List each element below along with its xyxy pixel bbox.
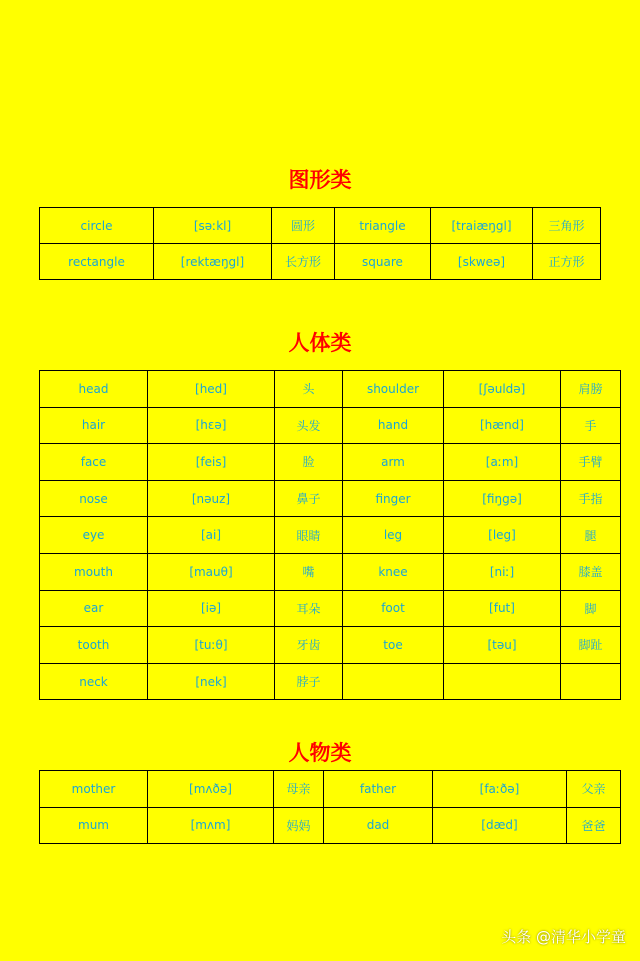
- phonetic-cell: [səːkl]: [154, 208, 272, 244]
- meaning-cell: [561, 663, 621, 700]
- vocab-table-people: [39, 770, 621, 844]
- table-body: [40, 208, 601, 280]
- meaning-cell: 正方形: [533, 244, 601, 280]
- word-cell: square: [335, 244, 431, 280]
- vocab-table-shapes: [39, 207, 601, 280]
- meaning-cell: 眼睛: [275, 517, 343, 554]
- meaning-cell: 嘴: [275, 553, 343, 590]
- meaning-cell: 三角形: [533, 208, 601, 244]
- word-cell: leg: [343, 517, 444, 554]
- meaning-cell: 圆形: [272, 208, 335, 244]
- word-cell: dad: [324, 807, 433, 844]
- table-row: [40, 208, 601, 244]
- meaning-cell: 头发: [275, 407, 343, 444]
- table-row: [40, 771, 621, 808]
- phonetic-cell: [feis]: [148, 444, 275, 481]
- meaning-cell: 鼻子: [275, 480, 343, 517]
- word-cell: eye: [40, 517, 148, 554]
- phonetic-cell: [aːm]: [444, 444, 561, 481]
- meaning-cell: 脚趾: [561, 627, 621, 664]
- word-cell: hand: [343, 407, 444, 444]
- table-row: [40, 553, 621, 590]
- word-cell: rectangle: [40, 244, 154, 280]
- word-cell: hair: [40, 407, 148, 444]
- section-title-shapes: 图形类: [288, 168, 352, 192]
- phonetic-cell: [skweə]: [431, 244, 533, 280]
- meaning-cell: 牙齿: [275, 627, 343, 664]
- watermark: 头条 @清华小学童: [501, 928, 626, 946]
- phonetic-cell: [hænd]: [444, 407, 561, 444]
- meaning-cell: 妈妈: [274, 807, 324, 844]
- meaning-cell: 膝盖: [561, 553, 621, 590]
- word-cell: mother: [40, 771, 148, 808]
- phonetic-cell: [mʌm]: [148, 807, 274, 844]
- phonetic-cell: [mʌðə]: [148, 771, 274, 808]
- phonetic-cell: [fiŋgə]: [444, 480, 561, 517]
- section-title-people: 人物类: [288, 741, 352, 765]
- meaning-cell: 耳朵: [275, 590, 343, 627]
- word-cell: father: [324, 771, 433, 808]
- phonetic-cell: [fut]: [444, 590, 561, 627]
- meaning-cell: 肩膀: [561, 371, 621, 408]
- word-cell: mouth: [40, 553, 148, 590]
- table-row: [40, 480, 621, 517]
- meaning-cell: 母亲: [274, 771, 324, 808]
- table-row: [40, 807, 621, 844]
- phonetic-cell: [faːðə]: [433, 771, 567, 808]
- meaning-cell: 脸: [275, 444, 343, 481]
- meaning-cell: 脚: [561, 590, 621, 627]
- word-cell: circle: [40, 208, 154, 244]
- table-row: [40, 663, 621, 700]
- vocab-table-body: [39, 370, 621, 700]
- phonetic-cell: [444, 663, 561, 700]
- phonetic-cell: [təu]: [444, 627, 561, 664]
- meaning-cell: 腿: [561, 517, 621, 554]
- word-cell: knee: [343, 553, 444, 590]
- word-cell: tooth: [40, 627, 148, 664]
- word-cell: head: [40, 371, 148, 408]
- phonetic-cell: [dæd]: [433, 807, 567, 844]
- table-row: [40, 590, 621, 627]
- word-cell: face: [40, 444, 148, 481]
- table-row: [40, 407, 621, 444]
- meaning-cell: 手: [561, 407, 621, 444]
- word-cell: arm: [343, 444, 444, 481]
- meaning-cell: 爸爸: [567, 807, 621, 844]
- phonetic-cell: [leg]: [444, 517, 561, 554]
- phonetic-cell: [traiæŋgl]: [431, 208, 533, 244]
- table-body: [40, 371, 621, 700]
- phonetic-cell: [nəuz]: [148, 480, 275, 517]
- phonetic-cell: [rektæŋgl]: [154, 244, 272, 280]
- word-cell: [343, 663, 444, 700]
- section-title-body: 人体类: [288, 331, 352, 355]
- phonetic-cell: [niː]: [444, 553, 561, 590]
- meaning-cell: 脖子: [275, 663, 343, 700]
- table-row: [40, 627, 621, 664]
- table-row: [40, 444, 621, 481]
- table-body: [40, 771, 621, 844]
- phonetic-cell: [mauθ]: [148, 553, 275, 590]
- table-row: [40, 371, 621, 408]
- table-row: [40, 244, 601, 280]
- meaning-cell: 头: [275, 371, 343, 408]
- meaning-cell: 手臂: [561, 444, 621, 481]
- meaning-cell: 手指: [561, 480, 621, 517]
- word-cell: shoulder: [343, 371, 444, 408]
- word-cell: triangle: [335, 208, 431, 244]
- word-cell: ear: [40, 590, 148, 627]
- word-cell: neck: [40, 663, 148, 700]
- word-cell: mum: [40, 807, 148, 844]
- word-cell: nose: [40, 480, 148, 517]
- phonetic-cell: [ʃəuldə]: [444, 371, 561, 408]
- table-row: [40, 517, 621, 554]
- phonetic-cell: [hεə]: [148, 407, 275, 444]
- phonetic-cell: [ai]: [148, 517, 275, 554]
- phonetic-cell: [hed]: [148, 371, 275, 408]
- meaning-cell: 父亲: [567, 771, 621, 808]
- meaning-cell: 长方形: [272, 244, 335, 280]
- phonetic-cell: [nek]: [148, 663, 275, 700]
- phonetic-cell: [iə]: [148, 590, 275, 627]
- word-cell: finger: [343, 480, 444, 517]
- phonetic-cell: [tuːθ]: [148, 627, 275, 664]
- word-cell: foot: [343, 590, 444, 627]
- word-cell: toe: [343, 627, 444, 664]
